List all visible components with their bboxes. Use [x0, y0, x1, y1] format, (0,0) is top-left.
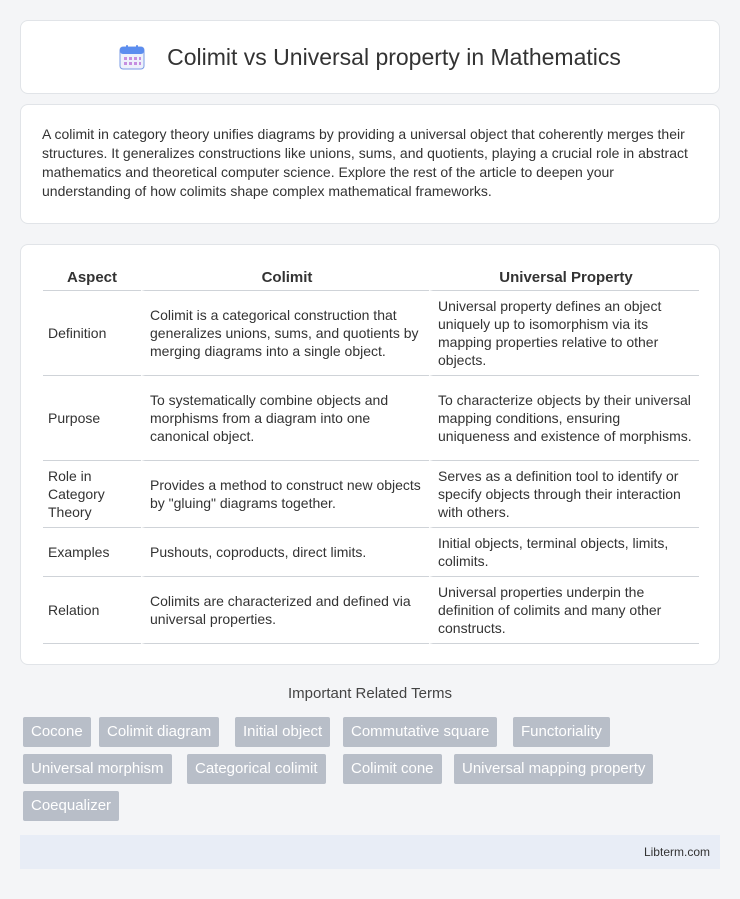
tag-functoriality[interactable]: Functoriality [513, 717, 610, 747]
tag-categorical-colimit[interactable]: Categorical colimit [187, 754, 326, 784]
header-aspect: Aspect [43, 265, 141, 291]
page-title: Colimit vs Universal property in Mathematics [167, 43, 621, 70]
title-card [20, 20, 720, 94]
table-cell: Colimits are characterized and defined via universal properties. [141, 577, 429, 644]
tag-coequalizer[interactable]: Coequalizer [23, 791, 119, 821]
table-row [43, 577, 699, 644]
table-cell: Examples [43, 528, 141, 577]
table-row [43, 528, 699, 577]
table-cell: Relation [43, 577, 141, 644]
table-cell: Serves as a definition tool to identify or specify objects through their interaction with others. [429, 461, 699, 528]
table-cell: To characterize objects by their universal mapping conditions, ensuring uniqueness and existence of morphisms. [429, 376, 699, 461]
calendar-icon [119, 44, 145, 70]
tag-initial-object[interactable]: Initial object [235, 717, 330, 747]
table-cell: To systematically combine objects and morphisms from a diagram into one canonical object. [141, 376, 429, 461]
tag-colimit-cone[interactable]: Colimit cone [343, 754, 442, 784]
tag-universal-mapping-property[interactable]: Universal mapping property [454, 754, 653, 784]
table-cell: Role in Category Theory [43, 461, 141, 528]
footer [20, 835, 720, 869]
table-row [43, 376, 699, 461]
tag-colimit-diagram[interactable]: Colimit diagram [99, 717, 219, 747]
table-cell: Purpose [43, 376, 141, 461]
intro-card [20, 104, 720, 224]
table-row [43, 461, 699, 528]
table-header-row [43, 265, 699, 291]
intro-text: A colimit in category theory unifies diagrams by providing a universal object that coherently merges their structures. It generalizes constructions like unions, sums, and quotients, playing a crucial role in abstract mathematics and theoretical computer science. Explore the rest of the article to deepen your understanding of how colimits shape complex mathematical frameworks. [42, 126, 688, 199]
footer-site-link[interactable]: Libterm.com [643, 845, 710, 859]
comparison-table-card [20, 244, 720, 665]
related-terms-title: Important Related Terms [288, 685, 452, 702]
table-cell: Definition [43, 291, 141, 376]
table-row [43, 291, 699, 376]
header-colimit: Colimit [141, 265, 429, 291]
table-cell: Universal properties underpin the definition of colimits and many other constructs. [429, 577, 699, 644]
table-cell: Pushouts, coproducts, direct limits. [141, 528, 429, 577]
table-cell: Universal property defines an object uniquely up to isomorphism via its mapping properties relative to other objects. [429, 291, 699, 376]
table-cell: Provides a method to construct new objects by "gluing" diagrams together. [141, 461, 429, 528]
tag-universal-morphism[interactable]: Universal morphism [23, 754, 172, 784]
tag-cocone[interactable]: Cocone [23, 717, 91, 747]
comparison-table [43, 265, 699, 644]
table-cell: Colimit is a categorical construction that generalizes unions, sums, and quotients by merging diagrams into a single object. [141, 291, 429, 376]
tag-commutative-square[interactable]: Commutative square [343, 717, 497, 747]
table-cell: Initial objects, terminal objects, limits, colimits. [429, 528, 699, 577]
header-universal-property: Universal Property [429, 265, 699, 291]
